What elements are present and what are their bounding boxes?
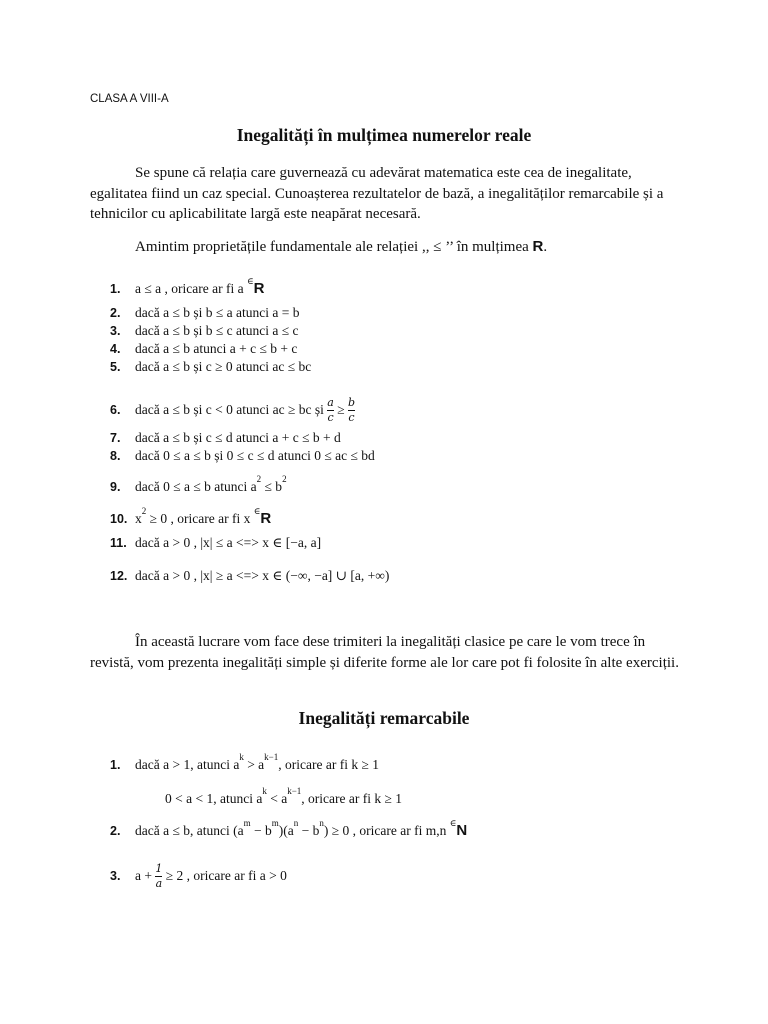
- property-text: dacă 0 ≤ a ≤ b și 0 ≤ c ≤ d atunci 0 ≤ ac ≤ bd: [135, 448, 375, 463]
- remarkable-text: 0 < a < 1, atunci $a^k < a^{k-1}$, oricare ar fi k ≥ 1: [165, 786, 403, 806]
- remarkable-item: [110, 862, 287, 891]
- properties-intro: Amintim proprietățile fundamentale ale relației ,, ≤ ’’ în mulțimea R.: [135, 238, 548, 255]
- property-item: [110, 448, 375, 464]
- remarkable-text: dacă a > 1, atunci $a^k > a^{k-1}$, oricare ar fi k ≥ 1: [135, 752, 379, 772]
- property-item: [110, 323, 299, 339]
- intro-text: Se spune că relația care guvernează cu adevărat matematica este cea de inegalitate, egalitatea fiind un caz special. Cunoașterea rezultatelor de bază, a inegalităților remarcabile și a tehnicilor cu aplicabilitate largă este neapărat necesară.: [90, 165, 664, 222]
- property-text: dacă a ≤ b și b ≤ a atunci a = b: [135, 305, 300, 320]
- property-item: [110, 430, 341, 446]
- remarkable-item: [110, 752, 379, 773]
- remarkable-number: 1.: [110, 758, 121, 772]
- page-title: Inegalități în mulțimea numerelor reale: [236, 125, 532, 145]
- remarkable-item: [165, 786, 402, 807]
- property-text: dacă a > 0 , |x| ≥ a <=> x ∈ (−∞, −a] ∪ [a, +∞): [135, 568, 390, 583]
- remarkable-item: [110, 818, 467, 839]
- property-item: [110, 396, 355, 425]
- property-number: 11.: [110, 536, 127, 550]
- property-text: dacă a ≤ b și c < 0 atunci ac ≥ bc și $\frac{a}{c}$ ≥ $\frac{b}{c}$: [135, 396, 356, 424]
- property-number: 12.: [110, 569, 128, 583]
- property-text: dacă 0 ≤ a ≤ b atunci $a^2 \le b^2$: [135, 474, 287, 494]
- property-number: 8.: [110, 449, 121, 463]
- class-label: CLASA A VIII-A: [90, 93, 169, 105]
- property-item: [110, 277, 264, 297]
- remarkable-number: 3.: [110, 868, 121, 883]
- remarkable-text: a + $\frac{1}{a}$ ≥ 2 , oricare ar fi a > 0: [135, 862, 287, 890]
- property-number: 9.: [110, 480, 121, 494]
- property-item: [110, 359, 311, 375]
- set-symbol-r: R: [532, 238, 544, 255]
- property-item: [110, 305, 300, 321]
- property-number: 1.: [110, 282, 121, 296]
- property-number: 7.: [110, 431, 121, 445]
- property-item: [110, 341, 297, 357]
- property-item: [110, 568, 389, 584]
- property-text: dacă a > 0 , |x| ≤ a <=> x ∈ [−a, a]: [135, 535, 322, 550]
- property-item: [110, 506, 271, 527]
- property-number: 3.: [110, 324, 121, 338]
- property-number: 4.: [110, 342, 121, 356]
- property-text: dacă a ≤ b și c ≤ d atunci a + c ≤ b + d: [135, 430, 341, 445]
- property-item: [110, 474, 287, 495]
- property-number: 10.: [110, 512, 128, 526]
- property-text: $x^2 \ge 0$ , oricare ar fi x ∈R: [135, 506, 272, 527]
- property-number: 6.: [110, 402, 121, 417]
- closing-text: În această lucrare vom face dese trimiteri la inegalități clasice pe care le vom trece în revistă, vom prezenta inegalități simple și diferite forme ale lor care pot fi folosite în alte exerciții.: [90, 634, 679, 671]
- property-item: [110, 535, 321, 551]
- property-text: a ≤ a , oricare ar fi a ∈R: [135, 277, 265, 297]
- property-text: dacă a ≤ b și b ≤ c atunci a ≤ c: [135, 323, 299, 338]
- property-number: 2.: [110, 306, 121, 320]
- remarkable-number: 2.: [110, 824, 121, 838]
- closing-paragraph: [90, 632, 680, 673]
- section-title: Inegalități remarcabile: [298, 708, 470, 728]
- property-text: dacă a ≤ b și c ≥ 0 atunci ac ≤ bc: [135, 359, 312, 374]
- remarkable-text: dacă a ≤ b, atunci $(a^m - b^m)(a^n - b^n) \ge 0$ , oricare ar fi m,n ∈N: [135, 818, 468, 839]
- intro-paragraph: [90, 163, 680, 225]
- properties-intro-text: Amintim proprietățile fundamentale ale relației ,, ≤ ’’ în mulțimea: [135, 239, 529, 255]
- property-number: 5.: [110, 360, 121, 374]
- property-text: dacă a ≤ b atunci a + c ≤ b + c: [135, 341, 298, 356]
